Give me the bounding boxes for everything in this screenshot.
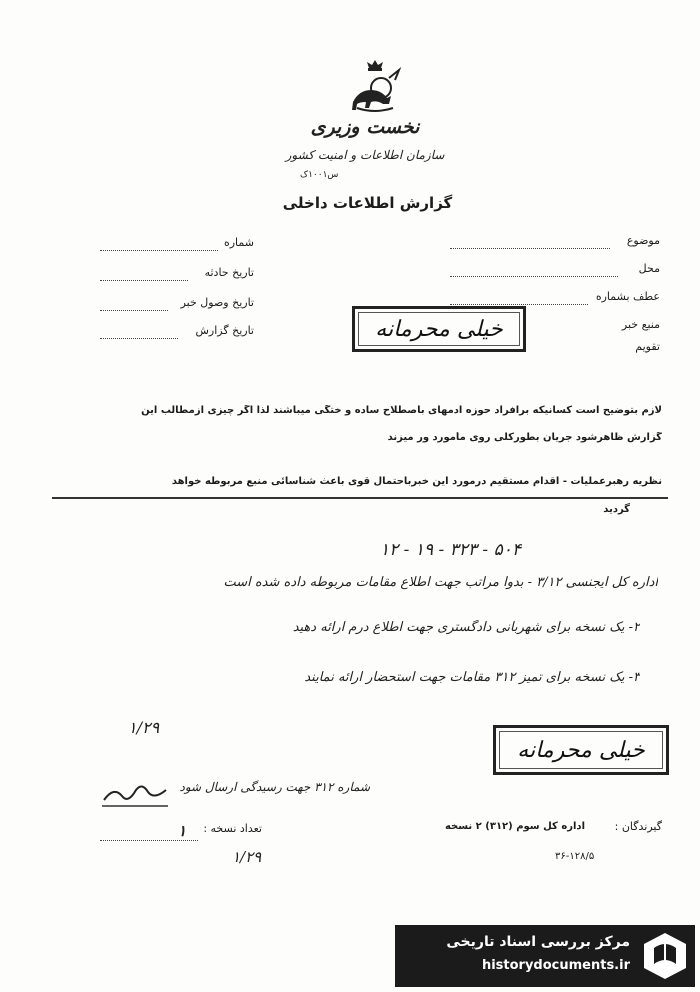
field-number-line — [100, 249, 218, 251]
field-number-label: شماره — [223, 236, 254, 249]
field-report-date-line — [100, 337, 178, 339]
recipients-value: اداره کل سوم (۳۱۲) ۲ نسخه — [444, 821, 585, 832]
body-paragraph-1-line-1: لازم بتوضیح است کسانیکه برافراد حوزه آدمهای باصطلاح ساده و ختگی میباشند لذا اگر چیزی ازمطالب این — [141, 405, 662, 416]
form-code: ۳۶-۱۲۸/۵ — [555, 851, 595, 862]
field-received-date-label: تاریخ وصول خبر — [180, 296, 254, 309]
field-location-label: محل — [638, 262, 660, 275]
field-report-date-label: تاریخ گزارش — [195, 324, 254, 337]
report-title: گزارش اطلاعات داخلی — [282, 194, 453, 212]
body-paragraph-1-line-2: گزارش ظاهرشود جریان بطورکلی روی مأمورد ور میزند — [387, 432, 662, 443]
body-paragraph-2-line-1: نظریه رهبرعملیات - اقدام مستقیم درمورد این خبرباحتمال قوی باعث شناسائی منبع مربوطه خواهد — [171, 476, 662, 487]
field-incident-date-line — [100, 279, 188, 281]
handwritten-line-1: اداره کل ایجنسی ۳/۱۲ - بدوا مراتب جهت اطلاع مقامات مربوطه داده شده است — [223, 575, 658, 590]
signature-scribble-icon — [100, 782, 170, 808]
copies-line — [100, 839, 198, 841]
watermark-logo-icon — [640, 930, 690, 982]
field-calendar-label: تقویم — [635, 340, 660, 353]
recipients-label: گیرندگان : — [614, 820, 662, 833]
field-source-label: منبع خبر — [621, 318, 660, 331]
watermark-title: مرکز بررسی اسناد تاریخی — [446, 934, 630, 950]
lion-and-sun-emblem-icon — [345, 58, 405, 116]
handwritten-line-2: ۲- یک نسخه برای شهربانی دادگستری جهت اطلاع درم ارائه دهید — [292, 620, 640, 635]
field-incident-date-label: تاریخ حادثه — [204, 266, 254, 279]
classification-stamp: خیلی محرمانه — [352, 306, 526, 352]
handwritten-signature-note: شماره ۳۱۲ جهت رسیدگی ارسال شود — [179, 780, 370, 794]
reference-code: س۱۰۰۱ک — [300, 170, 339, 180]
field-reference-label: عطف بشماره — [595, 290, 660, 303]
copies-label: تعداد نسخه : — [203, 822, 262, 835]
field-received-date-line — [100, 309, 168, 311]
classification-stamp-2: خیلی محرمانه — [493, 725, 669, 775]
handwritten-line-3: ۳- یک نسخه برای تمیز ۳۱۲ مقامات جهت استحضار ارائه نمایند — [304, 670, 640, 685]
field-subject-label: موضوع — [626, 234, 660, 247]
bottom-handwritten-number: ۱/۲۹ — [232, 848, 262, 866]
field-reference-line — [450, 303, 588, 305]
organization-name: سازمان اطلاعات و امنیت کشور — [285, 148, 445, 162]
body-divider — [52, 497, 668, 499]
field-subject-line — [450, 247, 610, 249]
handwritten-numbers: ۱۲ - ۱۹ - ۳۲۳ - ۵۰۴ — [380, 540, 521, 560]
body-paragraph-2-line-2: گردید — [603, 504, 630, 515]
office-title: نخست وزیری — [310, 116, 420, 138]
copies-value: ۱ — [178, 822, 187, 840]
field-location-line — [450, 275, 618, 277]
handwritten-code: ۱/۲۹ — [128, 718, 160, 737]
watermark-url: historydocuments.ir — [481, 958, 630, 973]
